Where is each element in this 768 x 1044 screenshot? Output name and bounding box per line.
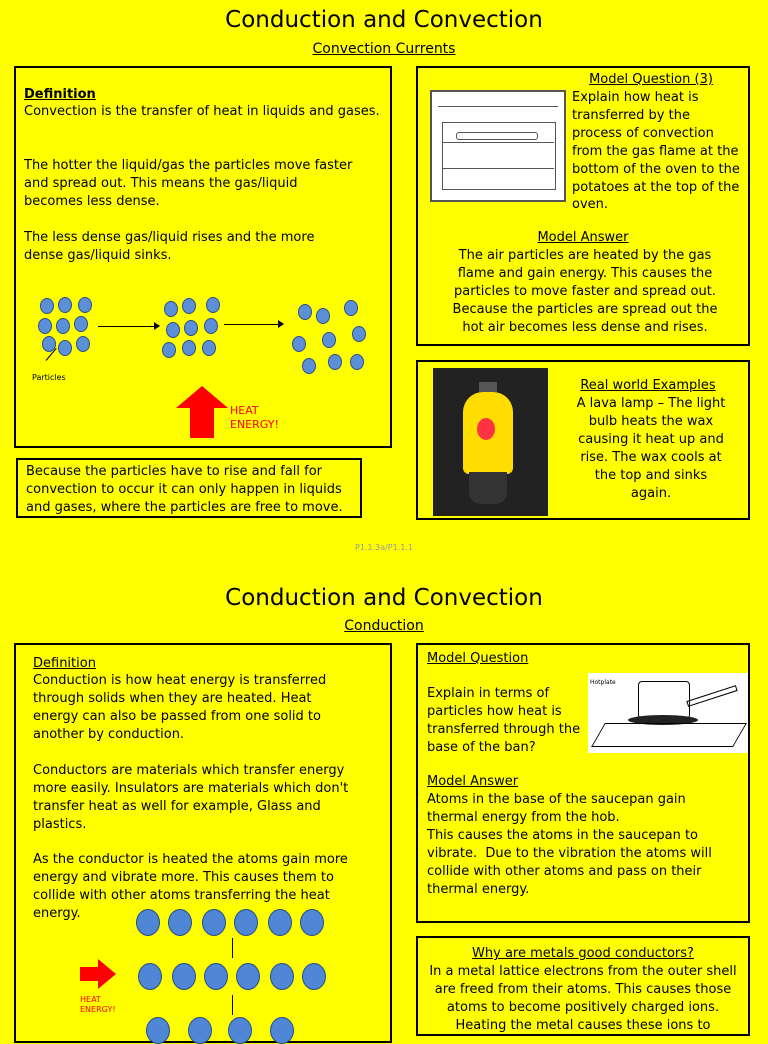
oven-icon (430, 90, 566, 202)
arrow-line (98, 326, 156, 327)
model-question-heading: Model Question (3) (589, 72, 713, 87)
model-question-box (416, 66, 750, 346)
conduction-question-heading: Model Question (427, 651, 529, 666)
conduction-answer-text: Atoms in the base of the saucepan gain thermal energy from the hob. This causes the atoms in the saucepan to vibrate. Due to the vibration the atoms will collide with other atoms and pass on their thermal energy. (427, 792, 712, 897)
definition-p3: The less dense gas/liquid rises and the more dense gas/liquid sinks. (24, 230, 319, 263)
model-question-text: Explain how heat is transferred by the process of convection from the gas flame at the bottom of the oven to the potatoes at the top of the oven. (572, 90, 744, 213)
note-text: Because the particles have to rise and fall for convection to occur it can only happen in liquids and gases, where the particles are free to move. (26, 464, 346, 515)
conduction-heat-label: HEAT ENERGY! (80, 995, 116, 1014)
conduction-p3: As the conductor is heated the atoms gain more energy and vibrate more. This causes them to collide with other atoms transferring the heat energy. (33, 852, 353, 921)
convection-definition-box (14, 66, 392, 448)
definition-heading: Definition (24, 87, 96, 102)
saucepan-image (588, 673, 748, 753)
conduction-model-question-box (416, 643, 750, 923)
slide1-title: Conduction and Convection (225, 7, 543, 33)
convection-note-box (16, 458, 362, 518)
definition-p2: The hotter the liquid/gas the particles move faster and spread out. This means the gas/liquid becomes less dense. (24, 158, 357, 209)
slide2-title: Conduction and Convection (225, 585, 543, 611)
particles-label: Particles (32, 373, 66, 382)
real-world-text: A lava lamp – The light bulb heats the wax causing it heat up and rise. The wax cools at the top and sinks again. (576, 396, 730, 501)
heat-energy-label: HEAT ENERGY! (230, 404, 279, 431)
metals-text: In a metal lattice electrons from the outer shell are freed from their atoms. This causes those atoms to become positively charged ions. Heating the metal causes these ions to (429, 964, 741, 1033)
conduction-definition-heading: Definition (33, 656, 96, 671)
definition-p1: Convection is the transfer of heat in liquids and gases. (24, 104, 380, 119)
lava-lamp-image (433, 368, 548, 516)
conduction-definition-box (14, 643, 392, 1043)
real-world-heading: Real world Examples (580, 378, 716, 393)
conduction-p2: Conductors are materials which transfer energy more easily. Insulators are materials which don't transfer heat as well for example, Glass and plastics. (33, 763, 353, 832)
metals-heading: Why are metals good conductors? (472, 946, 694, 961)
real-world-box (416, 360, 750, 520)
slide1-subtitle: Convection Currents (312, 41, 456, 57)
slide2-subtitle: Conduction (344, 618, 424, 634)
heat-arrow-icon (176, 386, 228, 408)
hotplate-label: Hotplate (590, 679, 616, 686)
model-answer-heading: Model Answer (537, 230, 629, 245)
slide1-footer: P1.1.3a/P1.1.1 (355, 543, 413, 552)
metals-box (416, 936, 750, 1036)
model-answer-text: The air particles are heated by the gas flame and gain energy. This causes the particles to move faster and spread out. Because the particles are spread out the hot air becomes less dense and rises. (452, 248, 722, 335)
conduction-p1: Conduction is how heat energy is transferred through solids when they are heated. Heat energy can also be passed from one solid to another by conduction. (33, 673, 331, 742)
conduction-answer-heading: Model Answer (427, 774, 519, 789)
conduction-question-text: Explain in terms of particles how heat is transferred through the base of the ban? (427, 686, 585, 755)
conduction-heat-arrow-icon (80, 967, 98, 981)
